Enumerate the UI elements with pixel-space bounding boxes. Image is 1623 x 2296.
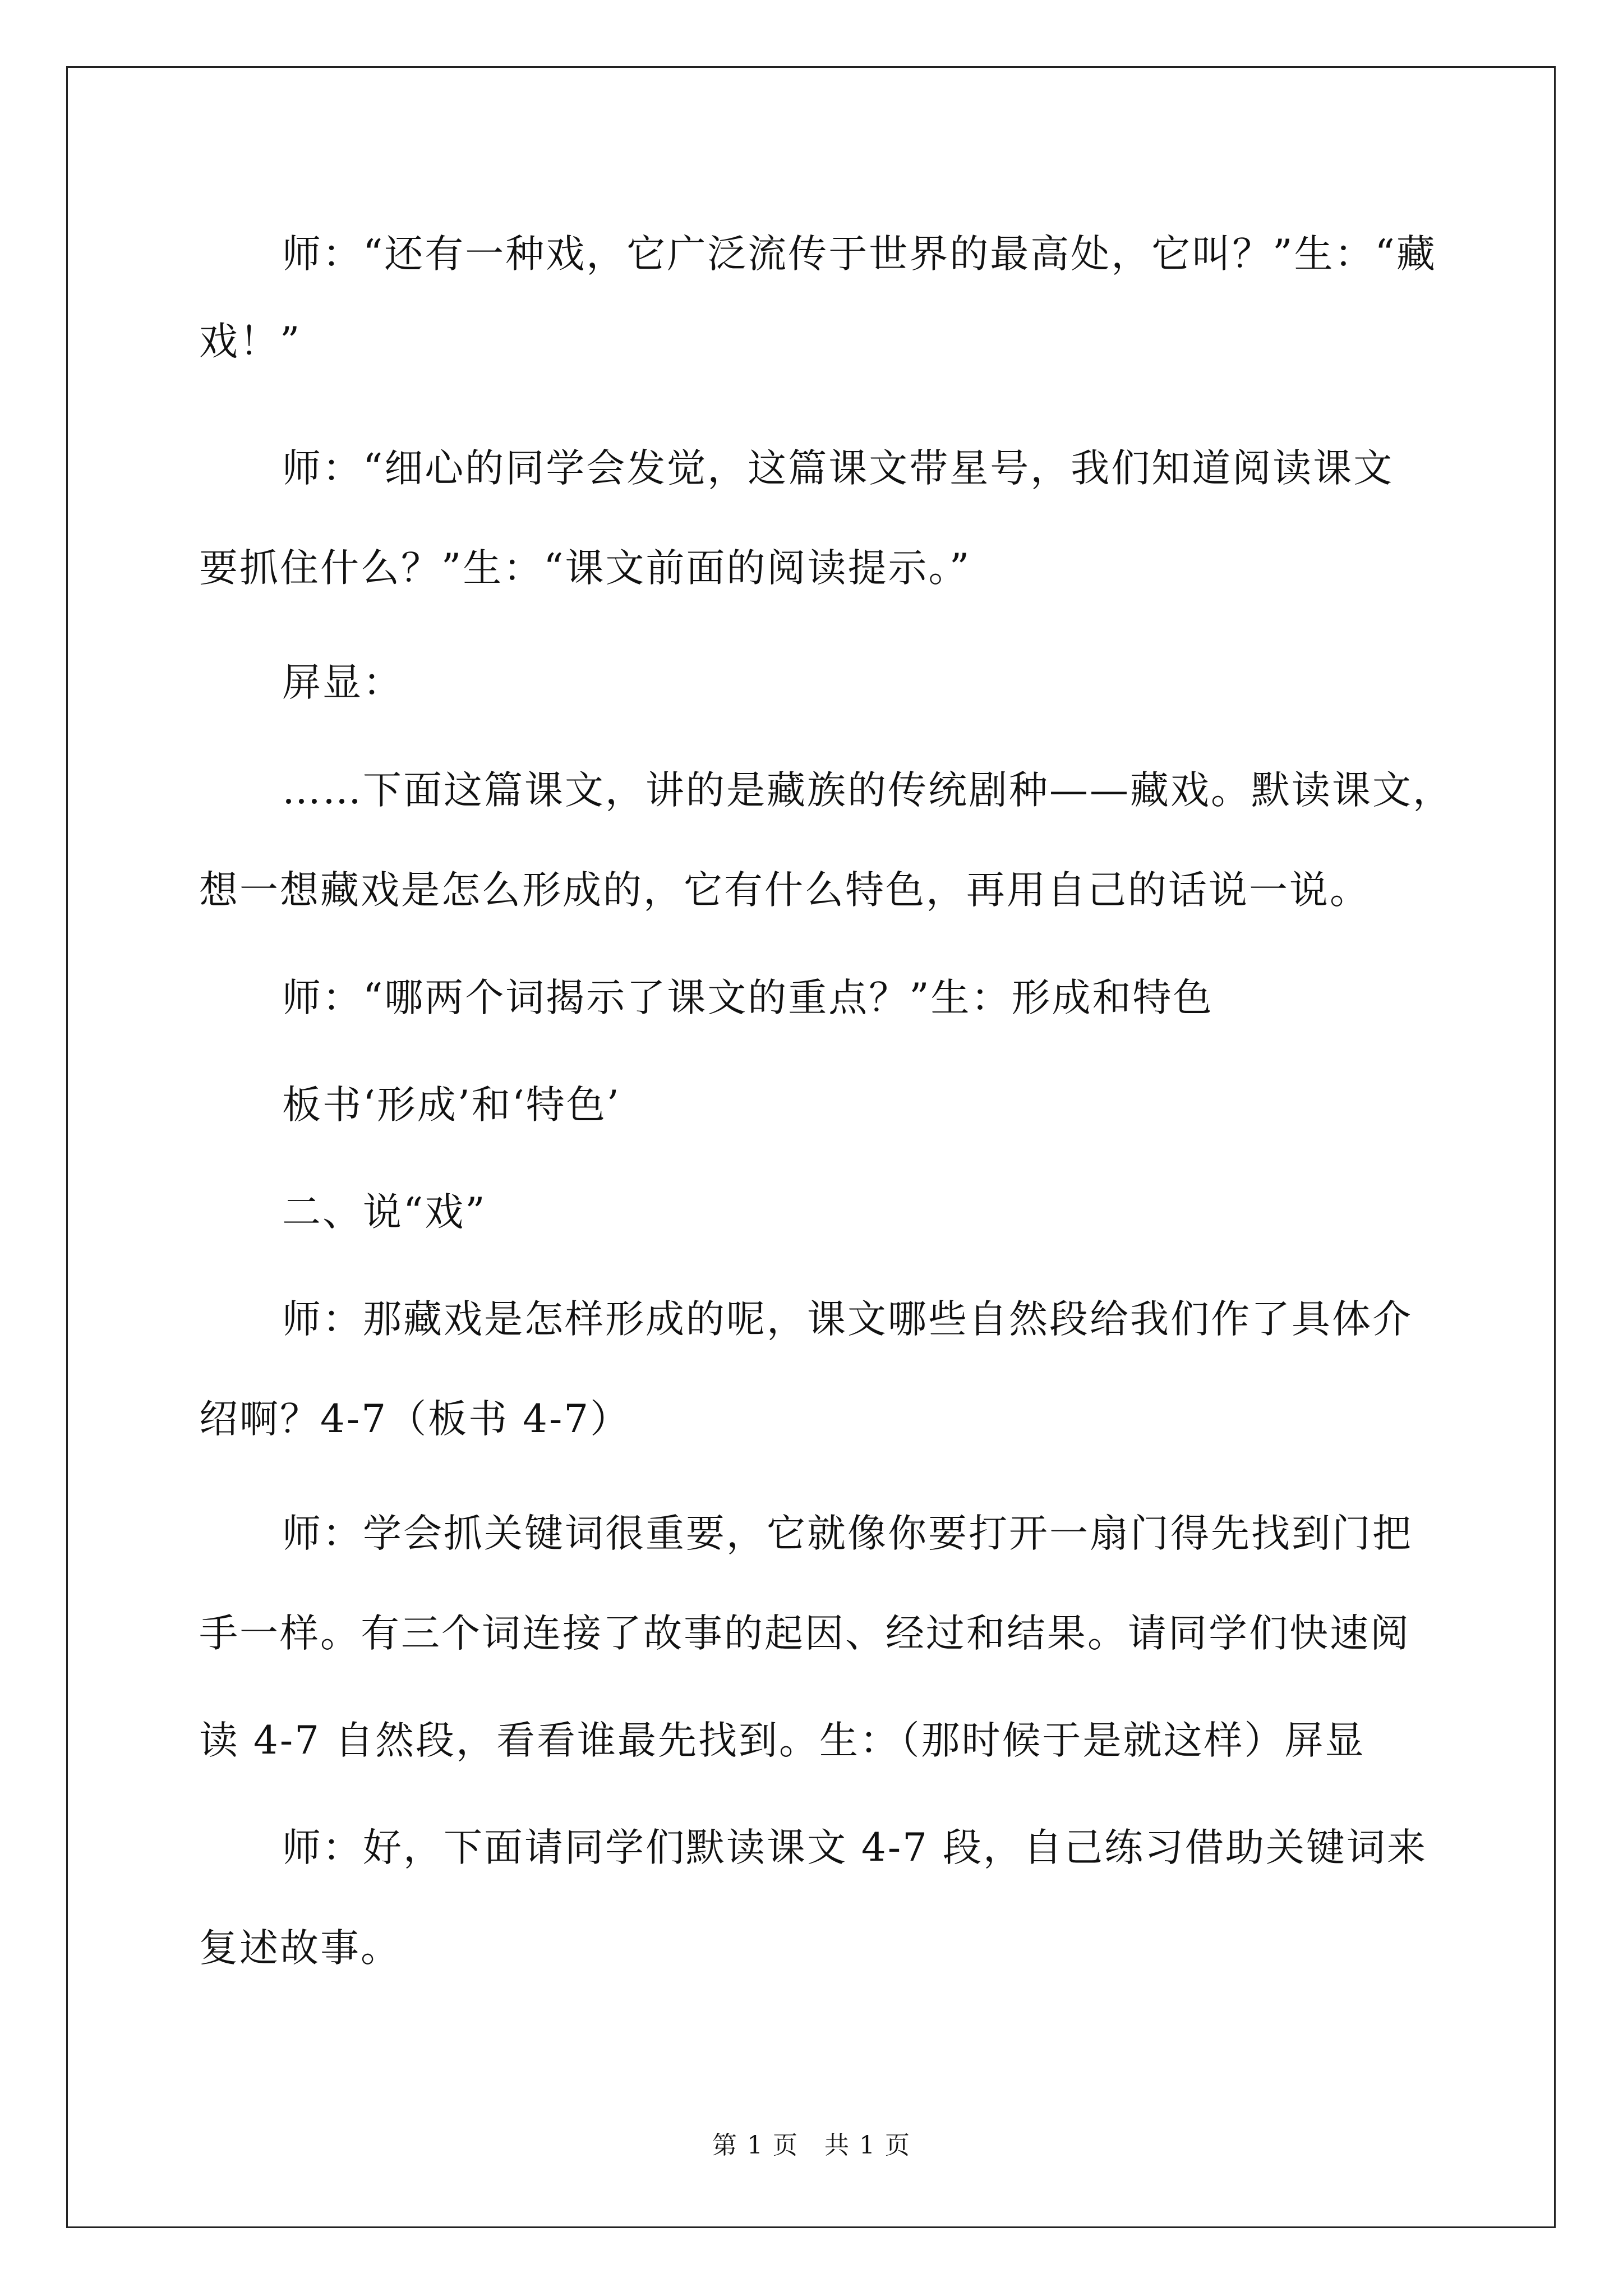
text-line-6: ……下面这篇课文，讲的是藏族的传统剧种——藏戏。默读课文， <box>282 768 1453 813</box>
text-line-4: 要抓住什么？”生：“课文前面的阅读提示。” <box>199 546 971 591</box>
text-line-8: 师：“哪两个词揭示了课文的重点？”生：形成和特色 <box>282 976 1214 1020</box>
text-line-14: 手一样。有三个词连接了故事的起因、经过和结果。请同学们快速阅 <box>199 1611 1410 1656</box>
text-line-16: 师：好，下面请同学们默读课文 4-7 段，自己练习借助关键词来 <box>282 1825 1427 1870</box>
text-line-11: 师：那藏戏是怎样形成的呢，课文哪些自然段给我们作了具体介 <box>282 1297 1413 1342</box>
text-line-12: 绍啊？4-7（板书 4-7） <box>199 1397 631 1442</box>
page-footer: 第 1 页 共 1 页 <box>712 2131 911 2160</box>
text-line-9: 板书‘形成’和‘特色’ <box>282 1083 621 1128</box>
text-line-5: 屏显： <box>282 660 403 705</box>
text-line-3: 师：“细心的同学会发觉，这篇课文带星号，我们知道阅读课文 <box>282 446 1394 491</box>
text-line-2: 戏！” <box>199 319 302 364</box>
text-line-15: 读 4-7 自然段，看看谁最先找到。生：（那时候于是就这样）屏显 <box>199 1718 1366 1763</box>
text-line-1: 师：“还有一种戏，它广泛流传于世界的最高处，它叫？”生：“藏 <box>282 232 1437 277</box>
text-line-10: 二、说“戏” <box>282 1190 487 1235</box>
text-line-17: 复述故事。 <box>199 1926 401 1971</box>
text-line-13: 师：学会抓关键词很重要，它就像你要打开一扇门得先找到门把 <box>282 1511 1413 1556</box>
text-line-7: 想一想藏戏是怎么形成的，它有什么特色，再用自己的话说一说。 <box>199 868 1370 913</box>
